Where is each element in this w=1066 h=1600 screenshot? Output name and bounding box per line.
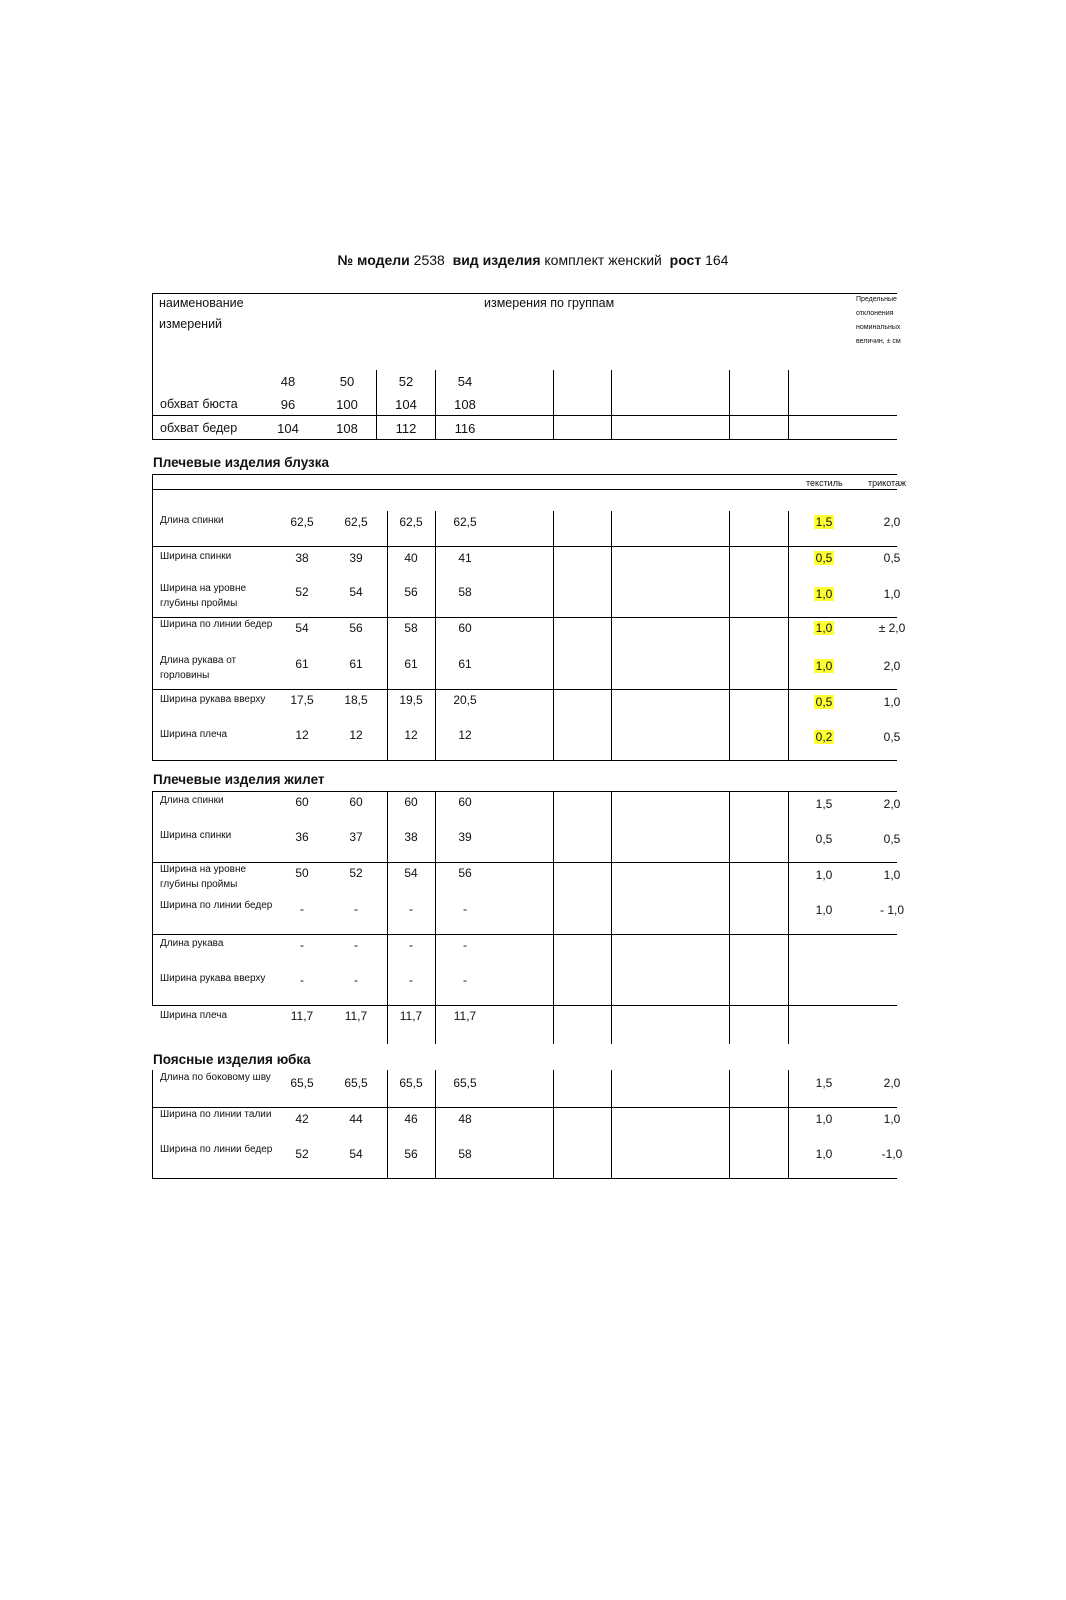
blouse-row-label: Длина рукава от горловины [160,655,237,681]
blouse-row-label: Ширина плеча [160,729,228,740]
col-textile: текстиль [806,478,843,488]
vest-section-title: Плечевые изделия жилет [153,772,325,787]
size-chart-page: № модели 2538 вид изделия комплект женский рост 164 наименование измерений измерения по группам Предельные отклонения номинальных величин, ± см 48 50 52 54 обхват бюста 96 100 104 108 обхват бедер 104 108 112 116 Плечевые изделия блузка текстиль трикотаж Длина спинки 62,5 62,5 62,5 62,5 1,5 2,0 Ширина спинки 38 39 40 41 0,5 0,5 Ширина на уровне глубины проймы 52 54 56 58 1,0 1,0 Ширина по линии бедер 54 56 58 60 1,0 ± 2,0 Длина рукава от горловины 61 61 61 61 1,0 2,0 Ширина рукава вверху 17,5 18,5 19,5 20,5 0,5 1,0 Ширина плеча 12 12 12 12 0,2 0,5 Плечевые изделия жилет Длина спинки 60 60 60 60 1,5 2,0 Ширина спинки 36 37 38 39 0,5 0,5 Ширина на уровне глубины проймы 50 52 54 56 1,0 1,0 Ширина по линии бедер - - - - 1,0 - 1,0 Длина рукава - - - - Ширина рукава вверху - - - - Ширина плеча 11,7 11,7 11,7 11,7 Поясные изделия юбка Длина по боковому шву 65,5 65,5 65,5 65,5 1,5 2,0 Ширина по линии талии 42 44 46 48 1,0 1,0 Ширина по линии бедер 52 54 56 58 1,0 -1,0 [0,0,1066,1600]
skirt-section-title: Поясные изделия юбка [153,1052,311,1067]
vest-row-label: Ширина на уровне глубины проймы [160,864,247,890]
header-left-border [152,293,153,439]
vest-row-label: Длина рукава [160,938,224,949]
skirt-row-label: Ширина по линии талии [160,1109,272,1120]
vest-row-label: Ширина спинки [160,830,232,841]
tolerance-label: Предельные отклонения номинальных величин, ± см [856,296,901,345]
skirt-row-label: Длина по боковому шву [160,1072,271,1083]
vest-row-label: Ширина рукава вверху [160,973,266,984]
document-title: № модели 2538 вид изделия комплект женский рост 164 [337,252,729,268]
size-54: 54 [457,374,473,389]
skirt-row-label: Ширина по линии бедер [160,1144,273,1155]
header-name-line1: наименование [159,296,244,310]
header-top-border [152,293,897,294]
size-50: 50 [339,374,355,389]
size-48: 48 [280,374,296,389]
bust-label: обхват бюста [160,397,238,411]
hips-label: обхват бедер [160,421,238,435]
vest-row-label: Ширина по линии бедер [160,900,273,911]
blouse-row-label: Длина спинки [160,515,224,526]
vest-row-label: Длина спинки [160,795,224,806]
header-groups-label: измерения по группам [484,296,615,310]
blouse-row-label: Ширина на уровне глубины проймы [160,583,247,609]
header-name-line2: измерений [159,317,223,331]
col-knit: трикотаж [868,478,907,488]
blouse-row-label: Ширина рукава вверху [160,694,266,705]
blouse-section-title: Плечевые изделия блузка [153,455,330,470]
blouse-row-label: Ширина спинки [160,551,232,562]
vest-row-label: Ширина плеча [160,1010,228,1021]
size-52: 52 [398,374,414,389]
blouse-row-label: Ширина по линии бедер [160,619,273,630]
